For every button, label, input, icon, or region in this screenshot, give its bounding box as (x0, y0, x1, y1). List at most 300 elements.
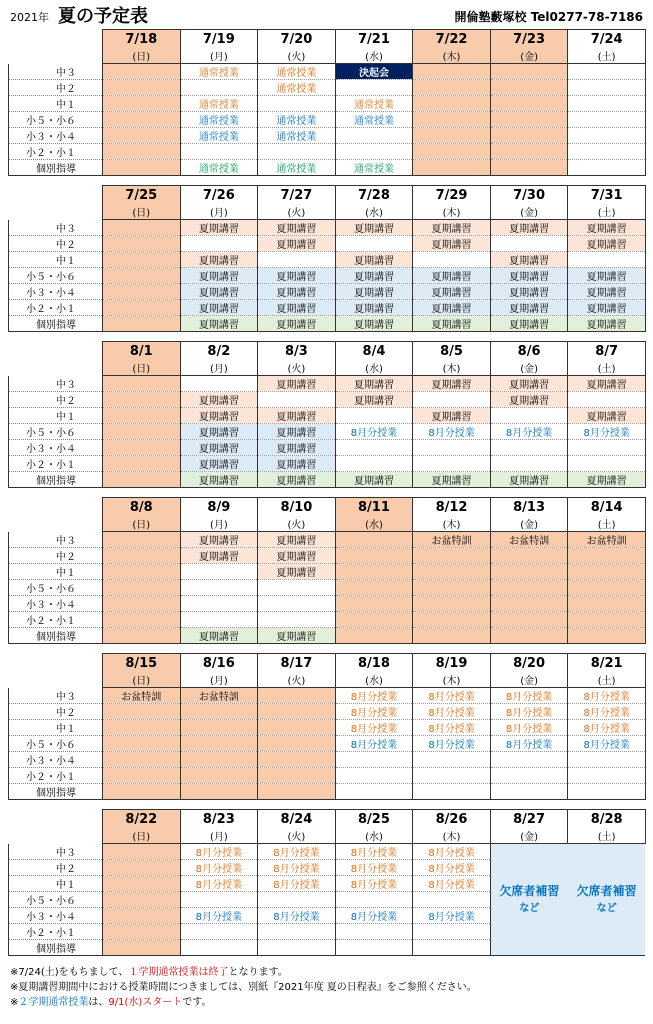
grade-label: 小３・小４ (9, 284, 103, 300)
schedule-cell: 夏期講習 (258, 220, 336, 236)
schedule-row (9, 688, 646, 704)
schedule-cell: 8月分授業 (258, 908, 336, 924)
schedule-cell (490, 160, 568, 176)
schedule-cell: 8月分授業 (335, 704, 413, 720)
schedule-cell: 夏期講習 (568, 376, 646, 392)
day-of-week: (金) (490, 516, 568, 532)
day-date: 8/3 (258, 342, 336, 361)
schedule-cell (103, 220, 181, 236)
day-of-week: (金) (490, 828, 568, 844)
schedule-cell (568, 128, 646, 144)
schedule-cell (258, 768, 336, 784)
schedule-cell (413, 892, 491, 908)
schedule-cell (258, 720, 336, 736)
footnote-text: ※夏期講習期間中における授業時間につきましては、別紙『2021年度 夏の日程表』をご参照ください。 (10, 982, 477, 993)
schedule-cell: 夏期講習 (180, 268, 258, 284)
schedule-cell (103, 440, 181, 456)
schedule-cell (413, 548, 491, 564)
schedule-cell: 通常授業 (258, 80, 336, 96)
schedule-cell: 夏期講習 (413, 408, 491, 424)
day-date: 7/23 (490, 30, 568, 49)
schedule-cell: 通常授業 (258, 160, 336, 176)
schedule-cell (490, 564, 568, 580)
schedule-row (9, 456, 646, 472)
schedule-cell (103, 128, 181, 144)
schedule-cell (335, 596, 413, 612)
schedule-cell (335, 548, 413, 564)
grade-label: 中２ (9, 392, 103, 408)
schedule-cell: 夏期講習 (490, 376, 568, 392)
day-date: 8/9 (180, 498, 258, 517)
schedule-cell (180, 596, 258, 612)
schedule-cell (413, 440, 491, 456)
grade-label: 小３・小４ (9, 752, 103, 768)
schedule-row (9, 268, 646, 284)
footnote-text: となります。 (228, 967, 288, 978)
schedule-cell: 夏期講習 (180, 220, 258, 236)
day-of-week: (火) (258, 828, 336, 844)
schedule-cell (103, 628, 181, 644)
day-of-week: (火) (258, 672, 336, 688)
footnote-text: ※ (10, 997, 19, 1008)
schedule-cell: 夏期講習 (335, 392, 413, 408)
day-date: 7/26 (180, 186, 258, 205)
schedule-cell (180, 924, 258, 940)
schedule-cell (103, 784, 181, 800)
schedule-row (9, 532, 646, 548)
day-of-week: (木) (413, 48, 491, 64)
schedule-cell (568, 548, 646, 564)
schedule-cell (180, 376, 258, 392)
schedule-cell: お盆特訓 (103, 688, 181, 704)
page-header (0, 0, 653, 26)
schedule-cell: お盆特訓 (490, 532, 568, 548)
day-date: 8/21 (568, 654, 646, 673)
schedule-cell: 夏期講習 (180, 316, 258, 332)
day-date: 8/1 (103, 342, 181, 361)
schedule-row (9, 300, 646, 316)
schedule-cell: 夏期講習 (568, 220, 646, 236)
grade-label: 小５・小６ (9, 112, 103, 128)
day-of-week: (金) (490, 672, 568, 688)
day-of-week: (月) (180, 48, 258, 64)
schedule-cell (568, 596, 646, 612)
schedule-cell: 通常授業 (258, 128, 336, 144)
day-of-week: (月) (180, 672, 258, 688)
schedule-cell (180, 752, 258, 768)
day-of-week: (水) (335, 516, 413, 532)
schedule-cell: 夏期講習 (490, 252, 568, 268)
schedule-cell: 8月分授業 (258, 860, 336, 876)
schedule-cell (490, 596, 568, 612)
schedule-cell: 夏期講習 (335, 252, 413, 268)
schedule-cell: 通常授業 (180, 112, 258, 128)
day-date: 8/19 (413, 654, 491, 673)
schedule-cell (103, 316, 181, 332)
week-block (8, 653, 645, 800)
schedule-cell (568, 144, 646, 160)
day-of-week: (金) (490, 204, 568, 220)
day-date: 7/20 (258, 30, 336, 49)
schedule-cell (103, 408, 181, 424)
schedule-cell: 夏期講習 (413, 376, 491, 392)
day-date: 8/12 (413, 498, 491, 517)
schedule-cell: 8月分授業 (335, 860, 413, 876)
schedule-row (9, 220, 646, 236)
schedule-cell: 夏期講習 (180, 440, 258, 456)
schedule-cell (103, 472, 181, 488)
schedule-cell: 夏期講習 (180, 548, 258, 564)
schedule-cell (180, 612, 258, 628)
grade-label: 中３ (9, 844, 103, 860)
schedule-cell: 通常授業 (180, 96, 258, 112)
grade-label: 小２・小１ (9, 612, 103, 628)
schedule-cell (258, 596, 336, 612)
day-date: 8/7 (568, 342, 646, 361)
schedule-cell (568, 752, 646, 768)
schedule-cell: 通常授業 (258, 112, 336, 128)
schedule-cell (103, 548, 181, 564)
schedule-cell: 決起会 (335, 64, 413, 80)
schedule-cell: 夏期講習 (568, 472, 646, 488)
week-block (8, 29, 645, 176)
schedule-cell: 通常授業 (180, 160, 258, 176)
schedule-cell (413, 924, 491, 940)
schedule-cell: 夏期講習 (490, 316, 568, 332)
schedule-cell: 8月分授業 (568, 704, 646, 720)
schedule-cell (335, 236, 413, 252)
schedule-cell (413, 392, 491, 408)
schedule-cell: 夏期講習 (258, 440, 336, 456)
page-title: 夏の予定表 (58, 6, 148, 27)
week-table (8, 497, 646, 644)
schedule-cell (103, 456, 181, 472)
grade-label: 個別指導 (9, 160, 103, 176)
schedule-cell (490, 128, 568, 144)
day-date: 8/4 (335, 342, 413, 361)
schedule-cell (103, 96, 181, 112)
schedule-cell (103, 284, 181, 300)
grade-label: 小２・小１ (9, 924, 103, 940)
schedule-cell: 通常授業 (180, 128, 258, 144)
schedule-cell: 夏期講習 (180, 628, 258, 644)
schedule-cell (103, 924, 181, 940)
schedule-cell (413, 160, 491, 176)
day-date: 8/13 (490, 498, 568, 517)
schedule-cell (180, 720, 258, 736)
schedule-cell: 8月分授業 (413, 720, 491, 736)
schedule-cell (103, 532, 181, 548)
day-of-week: (日) (103, 48, 181, 64)
day-date: 8/18 (335, 654, 413, 673)
schedule-row (9, 704, 646, 720)
schedule-cell: 通常授業 (335, 112, 413, 128)
day-of-week: (木) (413, 360, 491, 376)
schedule-row (9, 752, 646, 768)
schedule-cell (103, 908, 181, 924)
schedule-cell (335, 564, 413, 580)
footnote-text: ２学期通常授業 (18, 997, 89, 1008)
schedule-row (9, 128, 646, 144)
schedule-cell (413, 940, 491, 956)
schedule-cell (258, 924, 336, 940)
grade-label: 個別指導 (9, 628, 103, 644)
week-block (8, 341, 645, 488)
schedule-cell (258, 940, 336, 956)
day-date: 7/31 (568, 186, 646, 205)
grade-label: 中３ (9, 532, 103, 548)
schedule-cell: 夏期講習 (258, 268, 336, 284)
schedule-cell (335, 440, 413, 456)
schedule-row (9, 768, 646, 784)
schedule-cell (413, 784, 491, 800)
schedule-cell (103, 844, 181, 860)
grade-label: 小３・小４ (9, 440, 103, 456)
schedule-cell (335, 752, 413, 768)
day-date: 8/28 (568, 810, 646, 829)
schedule-cell (335, 532, 413, 548)
schedule-cell (180, 564, 258, 580)
day-date: 8/5 (413, 342, 491, 361)
schedule-cell: 8月分授業 (335, 876, 413, 892)
schedule-cell: 夏期講習 (335, 220, 413, 236)
schedule-cell: 夏期講習 (413, 472, 491, 488)
schedule-cell: 8月分授業 (413, 876, 491, 892)
schedule-cell: 夏期講習 (413, 300, 491, 316)
schedule-cell: 夏期講習 (258, 236, 336, 252)
schedule-cell (180, 236, 258, 252)
schedule-cell: お盆特訓 (568, 532, 646, 548)
schedule-cell (335, 80, 413, 96)
schedule-row (9, 612, 646, 628)
day-date: 8/14 (568, 498, 646, 517)
schedule-cell (568, 252, 646, 268)
grade-label: 中３ (9, 64, 103, 80)
schedule-cell: 8月分授業 (568, 736, 646, 752)
schedule-cell: 8月分授業 (490, 424, 568, 440)
schedule-cell (335, 768, 413, 784)
schedule-cell: 夏期講習 (413, 284, 491, 300)
makeup-lesson-cell: 欠席者補習 など (568, 844, 646, 956)
schedule-cell (413, 580, 491, 596)
grade-label: 中３ (9, 220, 103, 236)
schedule-cell (413, 752, 491, 768)
schedule-cell (568, 440, 646, 456)
schedule-cell: 夏期講習 (568, 300, 646, 316)
schedule-cell (490, 580, 568, 596)
schedule-cell: 8月分授業 (413, 860, 491, 876)
footnote-text: 9/1(水)スタート (108, 997, 183, 1008)
day-of-week: (水) (335, 48, 413, 64)
schedule-cell (490, 548, 568, 564)
schedule-cell (103, 564, 181, 580)
schedule-cell: 夏期講習 (180, 392, 258, 408)
schedule-cell (103, 160, 181, 176)
schedule-cell (335, 408, 413, 424)
schedule-cell (335, 128, 413, 144)
day-date: 8/6 (490, 342, 568, 361)
schedule-cell (103, 752, 181, 768)
schedule-cell: 夏期講習 (490, 392, 568, 408)
schedule-cell: 8月分授業 (180, 876, 258, 892)
schedule-cell (568, 112, 646, 128)
day-of-week: (木) (413, 516, 491, 532)
footnote-text: です。 (182, 997, 212, 1008)
schedule-cell: 夏期講習 (490, 300, 568, 316)
footnote-line (10, 980, 477, 995)
day-date: 8/24 (258, 810, 336, 829)
grade-label: 小５・小６ (9, 580, 103, 596)
schedule-cell: 8月分授業 (335, 736, 413, 752)
schedule-row (9, 844, 646, 860)
schedule-cell: 8月分授業 (180, 860, 258, 876)
grade-label: 小３・小４ (9, 908, 103, 924)
day-date: 7/19 (180, 30, 258, 49)
day-of-week: (土) (568, 516, 646, 532)
schedule-row (9, 424, 646, 440)
schedule-cell (490, 456, 568, 472)
week-table (8, 185, 646, 332)
schedule-cell: 夏期講習 (180, 408, 258, 424)
schedule-cell (103, 64, 181, 80)
schedule-cell: 夏期講習 (568, 408, 646, 424)
grade-label: 小５・小６ (9, 892, 103, 908)
schedule-cell: 夏期講習 (180, 252, 258, 268)
schedule-cell: 8月分授業 (413, 704, 491, 720)
schedule-cell (103, 236, 181, 252)
day-date: 8/27 (490, 810, 568, 829)
day-of-week: (木) (413, 204, 491, 220)
schedule-cell (103, 392, 181, 408)
schedule-cell: 夏期講習 (568, 316, 646, 332)
schedule-cell (103, 876, 181, 892)
schedule-row (9, 64, 646, 80)
schedule-cell (490, 80, 568, 96)
schedule-cell (103, 892, 181, 908)
schedule-cell: 夏期講習 (490, 220, 568, 236)
day-of-week: (日) (103, 672, 181, 688)
schedule-cell (103, 424, 181, 440)
schedule-cell (568, 628, 646, 644)
schedule-cell: 8月分授業 (413, 688, 491, 704)
schedule-cell: 8月分授業 (490, 720, 568, 736)
schedule-cell (258, 392, 336, 408)
schedule-cell: 夏期講習 (413, 268, 491, 284)
schedule-cell (103, 580, 181, 596)
schedule-cell (335, 144, 413, 160)
grade-label: 小２・小１ (9, 768, 103, 784)
day-of-week: (土) (568, 828, 646, 844)
schedule-cell (490, 628, 568, 644)
schedule-cell (413, 128, 491, 144)
schedule-cell (568, 64, 646, 80)
day-date: 7/29 (413, 186, 491, 205)
schedule-cell: 夏期講習 (258, 472, 336, 488)
day-of-week: (火) (258, 48, 336, 64)
grade-label: 小２・小１ (9, 300, 103, 316)
day-date: 8/2 (180, 342, 258, 361)
schedule-cell: 夏期講習 (258, 564, 336, 580)
schedule-cell (103, 940, 181, 956)
schedule-cell (103, 112, 181, 128)
schedule-cell (258, 144, 336, 160)
schedule-cell: 8月分授業 (568, 424, 646, 440)
schedule-row (9, 408, 646, 424)
day-date: 8/8 (103, 498, 181, 517)
schedule-cell (490, 768, 568, 784)
day-date: 7/27 (258, 186, 336, 205)
schedule-cell: 夏期講習 (258, 628, 336, 644)
grade-label: 個別指導 (9, 316, 103, 332)
makeup-lesson-cell: 欠席者補習 など (490, 844, 568, 956)
schedule-cell (568, 96, 646, 112)
day-of-week: (火) (258, 204, 336, 220)
grade-label: 中１ (9, 876, 103, 892)
schedule-cell: 夏期講習 (335, 300, 413, 316)
schedule-cell (568, 564, 646, 580)
day-of-week: (水) (335, 360, 413, 376)
schedule-cell (103, 252, 181, 268)
grade-label: 中１ (9, 564, 103, 580)
schedule-cell (258, 252, 336, 268)
schedule-row (9, 160, 646, 176)
schedule-cell: 夏期講習 (413, 220, 491, 236)
schedule-cell (413, 96, 491, 112)
day-date: 8/20 (490, 654, 568, 673)
schedule-cell (413, 768, 491, 784)
schedule-row (9, 284, 646, 300)
schedule-row (9, 96, 646, 112)
schedule-cell (568, 612, 646, 628)
schedule-row (9, 720, 646, 736)
schedule-cell: 夏期講習 (258, 456, 336, 472)
schedule-cell (258, 892, 336, 908)
schedule-cell (258, 688, 336, 704)
header-year: 2021年 (10, 11, 49, 24)
schedule-cell: 夏期講習 (258, 548, 336, 564)
grade-label: 個別指導 (9, 940, 103, 956)
day-date: 8/23 (180, 810, 258, 829)
schedule-cell: 8月分授業 (335, 688, 413, 704)
schedule-cell: 夏期講習 (335, 376, 413, 392)
grade-label: 個別指導 (9, 472, 103, 488)
day-of-week: (水) (335, 828, 413, 844)
schedule-cell: 夏期講習 (413, 236, 491, 252)
footnote-text: は、 (88, 997, 109, 1008)
week-table (8, 341, 646, 488)
schedule-cell: 通常授業 (335, 96, 413, 112)
day-of-week: (木) (413, 672, 491, 688)
grade-label: 小３・小４ (9, 596, 103, 612)
schedule-cell (103, 704, 181, 720)
schedule-cell (568, 392, 646, 408)
schedule-cell (490, 144, 568, 160)
grade-label: 中１ (9, 252, 103, 268)
schedule-cell (180, 768, 258, 784)
week-table (8, 29, 646, 176)
schedule-cell: 夏期講習 (180, 456, 258, 472)
grade-label: 中２ (9, 236, 103, 252)
schedule-cell: お盆特訓 (413, 532, 491, 548)
schedule-cell: お盆特訓 (180, 688, 258, 704)
schedule-row (9, 112, 646, 128)
schedule-cell (258, 612, 336, 628)
schedule-cell (103, 720, 181, 736)
day-of-week: (水) (335, 672, 413, 688)
schedule-cell (103, 376, 181, 392)
day-date: 8/22 (103, 810, 181, 829)
schedule-cell: 夏期講習 (258, 408, 336, 424)
